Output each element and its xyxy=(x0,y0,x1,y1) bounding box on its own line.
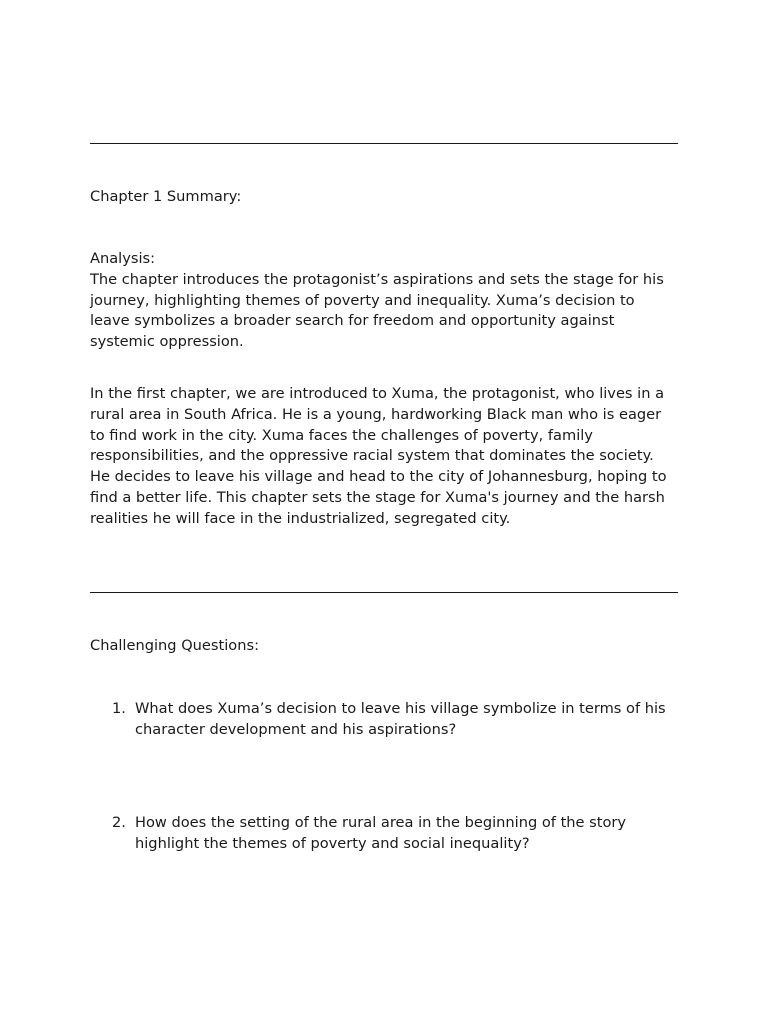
question-text: How does the setting of the rural area in the beginning of the story highlight the themes of poverty and social inequality? xyxy=(135,814,627,852)
challenging-questions-heading: Challenging Questions: xyxy=(90,637,259,654)
question-text: What does Xuma’s decision to leave his village symbolize in terms of his character development and his aspirations? xyxy=(135,700,666,738)
document-page xyxy=(90,0,678,1024)
question-number: 2. xyxy=(112,814,126,831)
horizontal-divider-middle xyxy=(90,592,678,593)
question-number: 1. xyxy=(112,700,126,717)
horizontal-divider-top xyxy=(90,143,678,144)
analysis-body: The chapter introduces the protagonist’s aspirations and sets the stage for his journey, highlighting themes of poverty and inequality. Xuma’s decision to leave symbolizes a broader search for freedom and opportunity against systemic oppression. xyxy=(90,270,664,351)
summary-paragraph: In the first chapter, we are introduced to Xuma, the protagonist, who lives in a rural area in South Africa. He is a young, hardworking Black man who is eager to find work in the city. Xuma faces the challenges of poverty, family responsibilities, and the oppressive racial system that dominates the society. He decides to leave his village and head to the city of Johannesburg, hoping to find a better life. This chapter sets the stage for Xuma's journey and the harsh realities he will face in the industrialized, segregated city. xyxy=(90,385,667,527)
analysis-heading: Analysis: xyxy=(90,250,156,267)
chapter-summary-heading: Chapter 1 Summary: xyxy=(90,188,242,205)
analysis-section xyxy=(90,249,678,353)
